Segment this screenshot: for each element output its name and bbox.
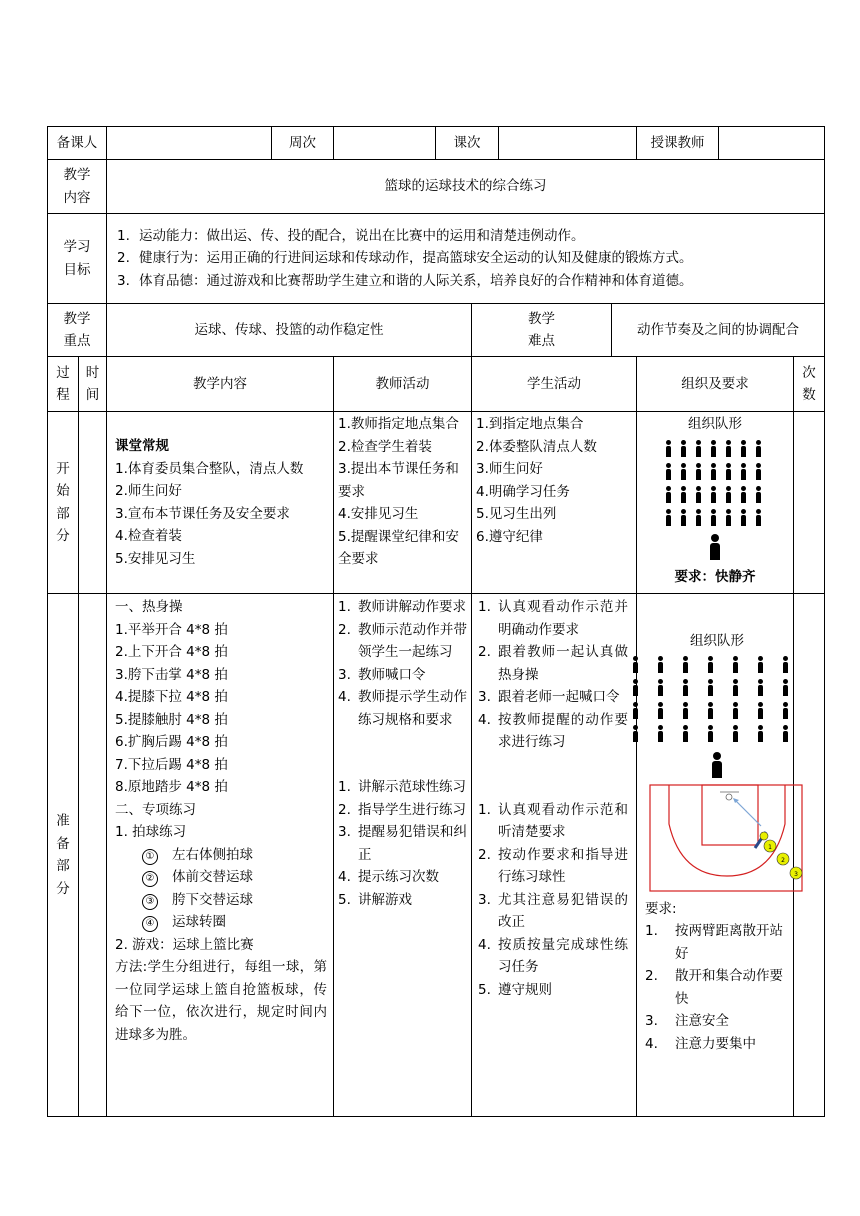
- start-teacher-item: 3.提出本节课任务和要求: [338, 461, 459, 500]
- student-figure-icon: [693, 486, 705, 503]
- prep-req-list: [645, 920, 789, 1055]
- start-org-requirement: 要求：快静齐: [674, 568, 756, 585]
- numbered-item: [338, 619, 467, 664]
- numbered-item: [338, 776, 467, 799]
- arrow-head: [733, 798, 739, 803]
- keypoints-value: 运球、传球、投篮的动作稳定性: [107, 304, 472, 357]
- warmup-item: 1.平举开合 4*8 拍: [115, 621, 228, 638]
- warmup-item: 3.胯下击掌 4*8 拍: [115, 666, 228, 683]
- numbered-item: [478, 844, 628, 889]
- item-number: 1.: [478, 599, 491, 615]
- prep-teacher: [334, 594, 472, 1117]
- special-item: [115, 844, 327, 867]
- student-figure-icon: [708, 486, 720, 503]
- start-student-item: 3.师生问好: [476, 461, 543, 477]
- content-row: [48, 160, 825, 214]
- item-text: 教师提示学生动作练习规格和要求: [358, 689, 467, 728]
- start-org-title: 组织队形: [688, 416, 742, 432]
- teacher-label: 授课教师: [637, 127, 719, 160]
- student-figure-icon: [738, 486, 750, 503]
- objective-text: 运动能力：做出运、传、投的配合，说出在比赛中的运用和清楚违例动作。: [139, 227, 585, 244]
- col-time-text: 时间: [85, 364, 100, 403]
- preparer-label: 备课人: [48, 127, 107, 160]
- item-text: 讲解游戏: [358, 891, 412, 908]
- numbered-item: [338, 821, 467, 866]
- student-figure-icon: [753, 486, 765, 503]
- student-figure-icon: [663, 440, 675, 457]
- start-student: [472, 412, 637, 594]
- objective-text: 体育品德：通过游戏和比赛帮助学生建立和谐的人际关系，培养良好的合作精神和体育道德。: [139, 272, 693, 289]
- student-figure-icon: [723, 509, 735, 526]
- student-figure-icon: [730, 656, 742, 673]
- student-figure-icon: [730, 725, 742, 742]
- student-figure-icon: [780, 725, 792, 742]
- student-figure-icon: [630, 702, 642, 719]
- item-text: 按两臂距离散开站好: [675, 923, 783, 962]
- student-figure-icon: [655, 725, 667, 742]
- student-figure-icon: [663, 509, 675, 526]
- special-sub: 1. 拍球练习: [115, 824, 187, 840]
- prep-teacher-warmup: [338, 596, 467, 731]
- start-student-item: 4.明确学习任务: [476, 483, 570, 500]
- student-figure-icon: [678, 486, 690, 503]
- start-student-item: 1.到指定地点集合: [476, 416, 584, 432]
- prep-req-title: 要求:: [645, 900, 677, 917]
- warmup-item: 5.提膝触肘 4*8 拍: [115, 711, 228, 728]
- student-figure-icon: [705, 656, 717, 673]
- numbered-item: [478, 709, 628, 754]
- start-phase: [48, 412, 79, 594]
- special-item: [115, 889, 327, 912]
- student-figure-icon: [753, 509, 765, 526]
- item-text: 认真观看动作示范和听清楚要求: [498, 801, 628, 840]
- special-title: 二、专项练习: [115, 801, 196, 818]
- start-row: [48, 412, 825, 594]
- item-text: 尤其注意易犯错误的改正: [498, 891, 628, 930]
- student-figure-icon: [730, 702, 742, 719]
- content-value: 篮球的运球技术的综合练习: [107, 160, 825, 214]
- numbered-item: [478, 686, 628, 709]
- item-number: 3.: [478, 891, 491, 908]
- numbered-item: [645, 1033, 789, 1056]
- student-figure-icon: [738, 440, 750, 457]
- student-figure-icon: [738, 463, 750, 480]
- item-text: 教师示范动作并带领学生一起练习: [358, 621, 467, 660]
- special-item-text: 胯下交替运球: [172, 891, 253, 908]
- student-figure-icon: [755, 656, 767, 673]
- item-number: 1.: [338, 599, 351, 615]
- student-figure-icon: [723, 486, 735, 503]
- start-student-item: 6.遵守纪律: [476, 528, 543, 545]
- game-method: 方法:学生分组进行，每组一球，第一位同学运球上篮自抢篮板球，传给下一位，依次进行，规定时间内进球多为胜。: [115, 959, 327, 1043]
- player-2-label: 2: [781, 856, 785, 864]
- objectives-row: [48, 214, 825, 304]
- prep-row: [48, 594, 825, 1117]
- item-number: 5.: [338, 891, 351, 908]
- student-figure-icon: [680, 679, 692, 696]
- difficulties-value: 动作节奏及之间的协调配合: [612, 304, 825, 357]
- item-number: 3.: [338, 824, 351, 840]
- item-number: 5.: [478, 981, 491, 998]
- numbered-item: [338, 664, 467, 687]
- player-lead-ball: [760, 832, 768, 840]
- student-figure-icon: [630, 656, 642, 673]
- student-figure-icon: [780, 702, 792, 719]
- item-number: 1.: [478, 801, 491, 818]
- prep-student-special: [478, 799, 628, 1002]
- prep-org-title: 组织队形: [690, 633, 744, 649]
- circled-number: ③: [142, 894, 158, 910]
- col-process-text: 过程: [56, 364, 70, 403]
- start-content-item: 2.师生问好: [115, 483, 182, 499]
- numbered-item: [338, 596, 467, 619]
- numbered-item: [338, 686, 467, 731]
- special-item: [115, 911, 327, 934]
- item-text: 按质按量完成球性练习任务: [498, 936, 628, 975]
- student-figure-icon: [655, 702, 667, 719]
- item-number: 2.: [478, 644, 491, 660]
- circled-number: ①: [142, 849, 158, 865]
- item-text: 教师讲解动作要求: [358, 599, 466, 615]
- student-figure-icon: [755, 679, 767, 696]
- item-number: 3.: [645, 1013, 658, 1029]
- item-number: 2.: [338, 801, 351, 818]
- difficulties-label-text: 教学难点: [528, 310, 555, 349]
- numbered-item: [478, 596, 628, 641]
- start-content-item: 5.安排见习生: [115, 550, 196, 567]
- student-figure-icon: [678, 509, 690, 526]
- prep-student: [472, 594, 637, 1117]
- numbered-item: [338, 866, 467, 889]
- start-content: [107, 412, 334, 594]
- objective-item: 3. 体育品德：通过游戏和比赛帮助学生建立和谐的人际关系，培养良好的合作精神和体育道德。: [117, 270, 820, 293]
- item-text: 指导学生进行练习: [358, 801, 466, 818]
- numbered-item: [338, 889, 467, 912]
- student-figure-icon: [630, 679, 642, 696]
- lesson-plan: [47, 126, 824, 1117]
- item-number: 1.: [338, 779, 351, 795]
- objective-item: 2. 健康行为：运用正确的行进间运球和传球动作，提高篮球安全运动的认知及健康的锻炼方式。: [117, 247, 820, 270]
- warmup-title: 一、热身操: [115, 599, 183, 615]
- prep-phase-text: 准备部分: [56, 813, 70, 897]
- week-label: 周次: [272, 127, 334, 160]
- special-item-text: 体前交替运球: [172, 869, 253, 885]
- student-figure-icon: [678, 463, 690, 480]
- objectives-list: [107, 214, 825, 304]
- student-figure-icon: [655, 656, 667, 673]
- student-figure-icon: [663, 486, 675, 503]
- start-time: [79, 412, 107, 594]
- student-figure-icon: [755, 725, 767, 742]
- student-figure-icon: [753, 440, 765, 457]
- week-value[interactable]: [334, 127, 436, 160]
- student-figure-icon: [705, 702, 717, 719]
- start-teacher: [334, 412, 472, 594]
- start-count: [794, 412, 825, 594]
- numbered-item: [478, 934, 628, 979]
- teacher-figure-icon: [708, 534, 722, 560]
- student-figure-icon: [730, 679, 742, 696]
- prep-count: [794, 594, 825, 1117]
- item-number: 4.: [338, 689, 351, 705]
- student-figure-icon: [693, 509, 705, 526]
- item-text: 提醒易犯错误和纠正: [358, 824, 467, 863]
- col-student: 学生活动: [472, 357, 637, 412]
- start-content-title: 课堂常规: [115, 438, 169, 454]
- start-student-item: 2.体委整队清点人数: [476, 438, 597, 455]
- start-teacher-item: 1.教师指定地点集合: [338, 416, 459, 432]
- start-content-item: 3.宣布本节课任务及安全要求: [115, 505, 290, 522]
- student-figure-icon: [755, 702, 767, 719]
- numbered-item: [478, 799, 628, 844]
- objectives-label-text: 学习目标: [63, 239, 91, 278]
- basketball-court-diagram: [649, 784, 804, 894]
- teacher-figure-icon: [710, 752, 724, 778]
- special-item-text: 运球转圈: [172, 914, 226, 930]
- start-content-item: 1.体育委员集合整队，清点人数: [115, 460, 304, 477]
- difficulties-label: [472, 304, 612, 357]
- item-text: 按教师提醒的动作要求进行练习: [498, 711, 628, 750]
- start-teacher-figure-wrap: [641, 534, 789, 560]
- teacher-value[interactable]: [719, 127, 825, 160]
- item-text: 按动作要求和指导进行练习球性: [498, 846, 628, 885]
- col-teacher: 教师活动: [334, 357, 472, 412]
- circled-number: ④: [142, 916, 158, 932]
- player-1-label: 1: [768, 843, 772, 851]
- item-text: 跟着老师一起喊口令: [498, 689, 620, 705]
- objectives-label: [48, 214, 107, 304]
- student-figure-icon: [738, 509, 750, 526]
- item-text: 遵守规则: [498, 981, 552, 998]
- start-content-item: 4.检查着装: [115, 528, 182, 544]
- student-figure-icon: [705, 725, 717, 742]
- student-figure-icon: [723, 463, 735, 480]
- start-teacher-item: 5.提醒课堂纪律和安全要求: [338, 528, 459, 567]
- lesson-value[interactable]: [499, 127, 637, 160]
- numbered-item: [478, 641, 628, 686]
- special-item: [115, 866, 327, 889]
- col-time: [79, 357, 107, 412]
- student-figure-icon: [705, 679, 717, 696]
- start-phase-text: 开始部分: [56, 460, 70, 544]
- student-figure-icon: [693, 440, 705, 457]
- student-figure-icon: [680, 725, 692, 742]
- keypoints-row: [48, 304, 825, 357]
- item-number: 2.: [338, 621, 351, 638]
- columns-row: [48, 357, 825, 412]
- warmup-item: 6.扩胸后踢 4*8 拍: [115, 734, 228, 750]
- item-number: 4.: [478, 936, 491, 953]
- keypoints-label: [48, 304, 107, 357]
- warmup-item: 2.上下开合 4*8 拍: [115, 644, 228, 660]
- item-number: 1.: [645, 923, 658, 939]
- item-number: 4.: [478, 711, 491, 728]
- prep-phase: [48, 594, 79, 1117]
- student-figure-icon: [680, 702, 692, 719]
- student-figure-icon: [663, 463, 675, 480]
- item-number: 2.: [645, 968, 658, 984]
- objective-text: 健康行为：运用正确的行进间运球和传球动作，提高篮球安全运动的认知及健康的锻炼方式。: [139, 250, 693, 267]
- warmup-item: 8.原地踏步 4*8 拍: [115, 779, 228, 795]
- numbered-item: [645, 965, 789, 1010]
- col-process: [48, 357, 79, 412]
- numbered-item: [645, 1010, 789, 1033]
- content-label: [48, 160, 107, 214]
- col-content: 教学内容: [107, 357, 334, 412]
- item-number: 4.: [645, 1035, 658, 1052]
- prep-content: [107, 594, 334, 1117]
- prep-organization: [637, 594, 798, 1117]
- student-figure-icon: [723, 440, 735, 457]
- col-organization: 组织及要求: [637, 357, 794, 412]
- start-teacher-item: 4.安排见习生: [338, 506, 419, 522]
- numbered-item: [645, 920, 789, 965]
- item-number: 3.: [478, 689, 491, 705]
- preparer-value[interactable]: [107, 127, 272, 160]
- col-count: [794, 357, 825, 412]
- student-figure-icon: [708, 463, 720, 480]
- student-figure-icon: [680, 656, 692, 673]
- lesson-plan-table: [47, 126, 825, 1117]
- start-student-item: 5.见习生出列: [476, 506, 557, 522]
- item-text: 提示练习次数: [358, 869, 439, 885]
- numbered-item: [478, 889, 628, 934]
- item-text: 教师喊口令: [358, 666, 426, 683]
- student-figure-icon: [678, 440, 690, 457]
- three-point-arc: [669, 785, 785, 876]
- header-row: [48, 127, 825, 160]
- student-figure-icon: [630, 725, 642, 742]
- item-text: 注意力要集中: [675, 1035, 756, 1052]
- content-label-text: 教学内容: [63, 167, 91, 206]
- prep-formation: [645, 656, 789, 742]
- hoop: [726, 794, 732, 800]
- shot-path-arrow: [734, 799, 761, 826]
- item-text: 散开和集合动作要快: [675, 968, 783, 1007]
- student-figure-icon: [693, 463, 705, 480]
- start-formation: [641, 440, 789, 526]
- warmup-item: 4.提膝下拉 4*8 拍: [115, 689, 228, 705]
- student-figure-icon: [708, 509, 720, 526]
- student-figure-icon: [780, 656, 792, 673]
- special-item-text: 左右体侧拍球: [172, 846, 253, 863]
- student-figure-icon: [780, 679, 792, 696]
- item-number: 4.: [338, 869, 351, 885]
- start-teacher-item: 2.检查学生着装: [338, 438, 432, 455]
- item-text: 认真观看动作示范并明确动作要求: [498, 599, 628, 638]
- prep-time: [79, 594, 107, 1117]
- prep-teacher-figure-wrap: [645, 752, 789, 778]
- lesson-label: 课次: [436, 127, 499, 160]
- student-figure-icon: [655, 679, 667, 696]
- circled-number: ②: [142, 871, 158, 887]
- warmup-item: 7.下拉后踢 4*8 拍: [115, 756, 228, 773]
- item-text: 跟着教师一起认真做热身操: [498, 644, 628, 683]
- player-3-label: 3: [794, 870, 798, 878]
- prep-teacher-special: [338, 776, 467, 911]
- start-organization: [637, 412, 794, 594]
- game-title: 2. 游戏：运球上篮比赛: [115, 936, 254, 953]
- objective-item: 1. 运动能力：做出运、传、投的配合，说出在比赛中的运用和清楚违例动作。: [117, 225, 820, 248]
- item-text: 注意安全: [675, 1013, 729, 1029]
- student-figure-icon: [708, 440, 720, 457]
- student-figure-icon: [753, 463, 765, 480]
- prep-student-warmup: [478, 596, 628, 754]
- numbered-item: [478, 979, 628, 1002]
- item-text: 讲解示范球性练习: [358, 779, 466, 795]
- item-number: 2.: [478, 846, 491, 863]
- item-number: 3.: [338, 666, 351, 683]
- keypoints-label-text: 教学重点: [63, 310, 91, 349]
- numbered-item: [338, 799, 467, 822]
- col-count-text: 次数: [802, 364, 816, 403]
